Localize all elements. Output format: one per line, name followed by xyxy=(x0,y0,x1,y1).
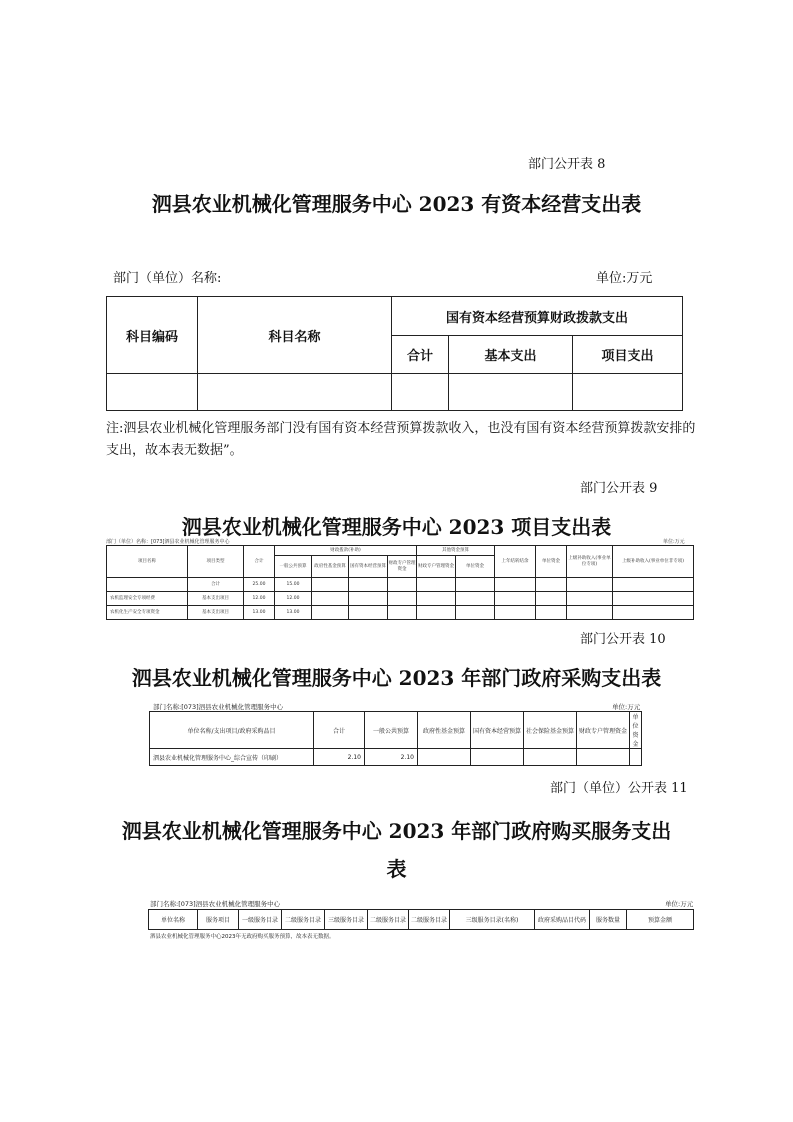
table11-header-l2c: 二级服务目录 xyxy=(409,910,450,930)
table10-header-gov-fund: 政府性基金预算 xyxy=(418,712,471,749)
table9-cell-category: 合计 xyxy=(188,578,244,592)
table11-title-line2: 表 xyxy=(386,857,407,881)
table10-cell-name: 泗县农业机械化管理服务中心_综合宣传（印刷） xyxy=(150,749,314,766)
table9-header-gp-budget: 一般公共预算 xyxy=(275,556,312,578)
table8-title: 泗县农业机械化管理服务中心 2023 有资本经营支出表 xyxy=(151,192,642,216)
table9-dept-label: 部门（单位）名称：[073]泗县农业机械化管理服务中心 xyxy=(106,539,230,545)
table11-header-unit: 单位名称 xyxy=(149,910,198,930)
table10-header-name: 单位名称/支出项目/政府采购品目 xyxy=(150,712,314,749)
table11-dept-label: 部门名称:[073]泗县农业机械化管理服务中心 xyxy=(150,900,281,908)
table11-note: 泗县农业机械化管理服务中心2023年无政府购买服务预算，故本表无数据。 xyxy=(150,934,335,940)
table9-cell-name: 农机监理安全专项经费 xyxy=(107,592,188,606)
table9-unit-label: 单位:万元 xyxy=(663,539,685,545)
table-row xyxy=(150,749,642,766)
table11-header-l2: 二级服务目录 xyxy=(282,910,325,930)
table11-header-service: 服务项目 xyxy=(198,910,239,930)
table9-cell-name xyxy=(107,578,188,592)
table11-unit-label: 单位:万元 xyxy=(665,900,694,908)
table11-title-line1: 泗县农业机械化管理服务中心 2023 年部门政府购买服务支出 xyxy=(121,819,672,843)
table11-header-l2b: 二级服务目录 xyxy=(368,910,409,930)
table11-grid xyxy=(148,909,694,930)
table8-grid xyxy=(106,296,683,411)
table10-header-gp: 一般公共预算 xyxy=(365,712,418,749)
table9-header-prior-a: 上级补助收入(事业单位专项) xyxy=(567,546,613,578)
table9-cell-name: 农机化生产安全专项资金 xyxy=(107,606,188,620)
table-row xyxy=(107,578,694,592)
table8-header-basic: 基本支出 xyxy=(449,336,573,374)
table9-cell-gp: 15.00 xyxy=(275,578,312,592)
table9-header-project-name: 项目名称 xyxy=(107,546,188,578)
table9-cell-total: 13.00 xyxy=(244,606,275,620)
table9-header-unit-income: 单位资金 xyxy=(536,546,567,578)
table11-header-code: 政府采购品目代码 xyxy=(535,910,590,930)
table9-header-gov-fund: 政府性基金预算 xyxy=(312,556,349,578)
table10-header-social: 社会保险基金预算 xyxy=(524,712,577,749)
table8-header-group: 国有资本经营预算财政拨款支出 xyxy=(392,297,683,336)
table11-tag: 部门（单位）公开表 11 xyxy=(550,781,688,796)
table9-header-carry-over: 上年结转结余 xyxy=(495,546,536,578)
table9-cell-total: 25.00 xyxy=(244,578,275,592)
table9-header-fiscal-special: 财政专户管理资金 xyxy=(388,556,417,578)
table9-header-soe-budget: 国有资本经营预算 xyxy=(349,556,388,578)
table10-cell-gp: 2.10 xyxy=(365,749,418,766)
table9-cell-category: 基本支出项目 xyxy=(188,592,244,606)
table8-tag: 部门公开表 8 xyxy=(528,157,606,172)
table9-header-gov-group: 财政拨款(补助) xyxy=(275,546,417,556)
table9-header-unit-funds: 单位资金 xyxy=(456,556,495,578)
table10-grid xyxy=(149,711,642,766)
table8-header-name: 科目名称 xyxy=(198,297,392,374)
table10-header-fiscal-special: 财政专户管理资金 xyxy=(577,712,630,749)
table10-header-soe: 国有资本经营预算 xyxy=(471,712,524,749)
table8-header-project: 项目支出 xyxy=(573,336,683,374)
table9-grid xyxy=(106,545,694,620)
table9-header-category: 项目类型 xyxy=(188,546,244,578)
table10-cell-total: 2.10 xyxy=(314,749,365,766)
table10-unit-label: 单位:万元 xyxy=(612,703,641,711)
table9-header-prior-b: 上级补助收入(事业单位非专项) xyxy=(613,546,694,578)
table-row xyxy=(107,592,694,606)
table10-title: 泗县农业机械化管理服务中心 2023 年部门政府采购支出表 xyxy=(131,666,662,690)
table9-cell-category: 基本支出项目 xyxy=(188,606,244,620)
table8-note: 注:泗县农业机械化管理服务部门没有国有资本经营预算拨款收入，也没有国有资本经营预算拨款安排的支出，故本表无数据”。 xyxy=(106,421,696,458)
table9-cell-gp: 13.00 xyxy=(275,606,312,620)
table10-tag: 部门公开表 10 xyxy=(580,632,666,647)
table9-cell-total: 12.00 xyxy=(244,592,275,606)
table11-header-l3-name: 三级服务目录(名称) xyxy=(450,910,535,930)
table8-header-total: 合计 xyxy=(392,336,449,374)
table8-empty-row xyxy=(107,374,683,411)
table-row xyxy=(107,606,694,620)
table8-unit-label: 单位:万元 xyxy=(596,271,653,286)
table11-header-l1: 一级服务目录 xyxy=(239,910,282,930)
table9-header-fiscal-special-2: 财政专户管理资金 xyxy=(417,556,456,578)
table10-header-total: 合计 xyxy=(314,712,365,749)
table9-title: 泗县农业机械化管理服务中心 2023 项目支出表 xyxy=(181,515,612,539)
table11-header-amount: 预算金额 xyxy=(627,910,694,930)
table9-cell-gp: 12.00 xyxy=(275,592,312,606)
table9-header-other-group: 其他资金预算 xyxy=(417,546,495,556)
table8-dept-label: 部门（单位）名称: xyxy=(113,271,222,286)
table9-tag: 部门公开表 9 xyxy=(580,481,658,496)
table9-header-total: 合计 xyxy=(244,546,275,578)
table10-dept-label: 部门名称:[073]泗县农业机械化管理服务中心 xyxy=(153,703,284,711)
table11-header-l3: 三级服务目录 xyxy=(325,910,368,930)
table8-header-code: 科目编码 xyxy=(107,297,198,374)
table10-header-unit-funds: 单位资金 xyxy=(630,712,642,749)
table11-header-qty: 服务数量 xyxy=(590,910,627,930)
